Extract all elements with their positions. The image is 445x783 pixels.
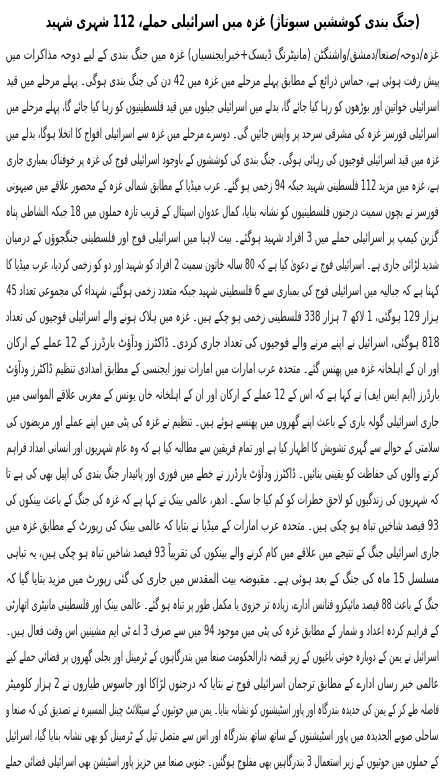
article-line-text: شدید لڑائی جاری ہے۔ اسرائیلی فوج نے دعویٰ کیا ہے کہ 80 سالہ خاتون سمیت 2 افراد کو شہید اور دو کو زخمی کردیا، عرب میڈیا کا bbox=[6, 256, 439, 273]
article-line bbox=[6, 513, 439, 539]
article-line-text: فورسز نے بچوں سمیت درجنوں فلسطینیوں کو نشانہ بنایا، کمال عدوان اسپتال کے قریب تازہ حملوں میں 18 جبکہ الشاطی پناہ bbox=[6, 204, 439, 221]
article-line-text: 818 ہوگئی، اسرائیل نے اپنے مرنے والے فوجیوں کی تعداد جاری کردی۔ ڈاکٹرز ودآؤٹ بارڈرز کے 12 عملے کے ارکان bbox=[6, 335, 439, 352]
article-line bbox=[6, 723, 439, 749]
article-line-text: فاصلہ طے کر کے یمن کی حدیدہ بندرگاہ اور پاور اسٹیشنوں کو نشانہ بنایا۔ یمن میں حوثیوں کے سیٹلائٹ چینل المسیرہ نے تصدیق کی کہ صنعا و bbox=[6, 701, 439, 718]
article-line bbox=[6, 618, 439, 644]
article-line bbox=[6, 173, 439, 199]
article-line bbox=[6, 697, 439, 723]
article-line bbox=[6, 252, 439, 278]
article-line bbox=[6, 540, 439, 566]
article-line bbox=[6, 147, 439, 173]
article-line bbox=[6, 94, 439, 120]
article-line bbox=[6, 42, 439, 68]
article-line-text: ساحلی صوبے الحدیدہ میں پاور اسٹیشنوں کے ساتھ ساتھ بندرگاہ اور اس سے متصل تیل کے ٹرمینل کو بھی نشانہ بنایا گیا، اسرائیل bbox=[6, 727, 439, 744]
article-line bbox=[6, 487, 439, 513]
article-line-text: سلامتی کے حوالے سے گہری تشویش کا اظہار کیا ہے اور تمام فریقین سے مطالبہ کیا ہے کہ وہ عام شہریوں اور انسانی امداد فراہم bbox=[6, 439, 439, 456]
article-line bbox=[6, 435, 439, 461]
article-line bbox=[6, 68, 439, 94]
article-body bbox=[6, 42, 439, 775]
article-line bbox=[6, 121, 439, 147]
article-line-text: 93 فیصد شاخیں تباہ ہو چکی ہیں۔ متحدہ عرب امارات کے میڈیا نے بتایا کہ عالمی بینک کی رپورٹ کے مطابق غزہ میں bbox=[6, 518, 439, 535]
article-line-text: اسرائیل نے یمن کے دوبارہ حوثی باغیوں کے زیر قبضہ دارالحکومت صنعا میں بندرگاہوں کے ٹرمینل اور بجلی گھروں پر فضائی حملے کیے bbox=[6, 649, 439, 666]
article-line bbox=[6, 592, 439, 618]
article-line bbox=[6, 356, 439, 382]
article-line-text: اور ان کے اہلخانہ غزہ میں پھنس گئے۔ متحدہ عرب امارات میں امارات نیوز ایجنسی کے مطابق امدادی تنظیم ڈاکٹرز ودآؤٹ bbox=[6, 361, 439, 378]
article-line bbox=[6, 304, 439, 330]
article-line-text: کرنے والوں کی حفاظت کو یقینی بنائیں۔ ڈاکٹرز ودآؤٹ بارڈرز نے خطے میں فوری اور پائیدار جنگ بندی کی اپیل بھی کی ہے تا bbox=[6, 466, 439, 482]
article-headline bbox=[46, 7, 420, 37]
article-line-text: ہزار 129 ہوگئی، 1 لاکھ 7 ہزار 338 فلسطینی زخمی ہو چکے ہیں۔ غزہ میں ہلاک ہونے والے اسرائیلی فوجیوں کی تعداد bbox=[6, 308, 439, 325]
article-line bbox=[6, 278, 439, 304]
article-line-text: جنگ کے باعث 88 فیصد مائیکرو فنانس ادارے، زیادہ تر جزوی یا مکمل طور پر تباہ ہو گئے۔ عالمی بینک اور فلسطینی مانیٹری اتھارٹی bbox=[6, 596, 439, 613]
article-line bbox=[6, 671, 439, 697]
article-line-text: پیش رفت ہوئی ہے، حماس ذرائع کے مطابق پہلے مرحلے میں غزہ میں 42 دن کی جنگ بندی ہوگی۔ پہلے مرحلے میں قید bbox=[6, 73, 439, 90]
article-line-text: غزہ میں قید اسرائیلی فوجیوں کی رہائی ہوگی۔ جنگ بندی کی کوششوں کے باوجود اسرائیلی فوج کی غزہ پر خوفناک بمباری جاری bbox=[6, 151, 439, 168]
article-line bbox=[6, 461, 439, 487]
article-line-text: اسرائیلی فورسز غزہ کی مشرقی سرحد پر واپس جائیں گی۔ دوسرے مرحلے میں غزہ سے اسرائیلی افواج کا انخلا ہوگا، بدلے میں bbox=[6, 125, 439, 142]
article-headline-text: (جنگ بندی کوششیں سبوتاژ) غزہ میں اسرائیلی حملے، 112 شہری شہید bbox=[46, 12, 420, 32]
article-line-text: اسرائیلی خواتین اور بوڑھوں کو رہا کیا جائے گا، بدلے میں اسرائیلی جیلوں میں قید فلسطینیوں کو رہا کیا جائے گا، پہلے مرحلے میں bbox=[6, 99, 439, 116]
article-line-text: کہ شہریوں کی زندگیوں کو لاحق خطرات کو کم کیا جا سکے۔ ادھر، عالمی بینک نے کہا ہے کہ غزہ کی جنگ کے باعث بینکوں کی bbox=[6, 492, 439, 509]
article-line-text: غزہ/دوحہ/صنعا/دمشق/واشنگٹن (مانیٹرنگ ڈیسک+خبرایجنسیاں) غزہ میں جنگ بندی کے لیے دوحہ مذاکرات میں bbox=[6, 47, 439, 63]
article-line bbox=[6, 409, 439, 435]
article-line bbox=[6, 382, 439, 408]
article-line-text: بارڈرز (ایم ایس ایف) نے کہا ہے کہ اس کے 12 عملے کے ارکان اور ان کے اہلخانہ خان یونس کے مغربی علاقے المواسی میں bbox=[6, 387, 439, 404]
article-line-text: جاری اسرائیلی جنگ کے نتیجے میں علاقے میں کام کرنے والے بینکوں کی تقریباً 93 فیصد شاخیں تباہ ہو چکی ہیں، یہ تباہی bbox=[6, 544, 439, 561]
article-line bbox=[6, 225, 439, 251]
article-line bbox=[6, 330, 439, 356]
article-line bbox=[6, 199, 439, 225]
article-line bbox=[6, 566, 439, 592]
article-line-text: کے فراہم کردہ اعداد و شمار کے مطابق غزہ کی پٹی میں موجود 94 میں سے صرف 3 اے ٹی ایم مشینیں اس وقت فعال ہیں۔ bbox=[6, 623, 439, 640]
article-line-text: جاری اسرائیلی گولہ باری کے باعث اپنے گھروں میں پھنسے ہوئے ہیں۔ تنظیم نے غزہ کی پٹی میں اپنے عملے اور مریضوں کی bbox=[6, 413, 439, 430]
article-line-text: مسلسل 15 ماہ کی جنگ کے بعد ہوئی ہے۔ مقبوضہ بیت المقدس میں جاری کی گئی رپورٹ میں مزید بتایا گیا کہ bbox=[6, 570, 439, 587]
article-line-text: کہنا ہے کہ جبالیہ میں اسرائیلی فوج کی بمباری سے 6 فلسطینی شہید جبکہ متعدد زخمی ہوگئے، شہداء کی مجموعی تعداد 45 bbox=[6, 282, 439, 299]
article-line-text: کے حملوں میں حوثیوں کے زیر استعمال 3 بندرگاہیں بھی مفلوج ہوگئیں۔ جنوبی صنعا میں حزیز پاور اسٹیشن بھی اسرائیلی فضائی حملے bbox=[6, 754, 439, 771]
article-line-text: ہے، غزہ میں مزید 112 فلسطینی شہید جبکہ 94 زخمی ہو گئے۔ عرب میڈیا کے مطابق شمالی غزہ کے محصور علاقے میں صیہونی bbox=[6, 177, 439, 194]
article-line-text: عالمی خبر رساں ادارے کے مطابق ترجمان اسرائیلی فوج نے بتایا کہ درجنوں لڑاکا اور جاسوس طیاروں نے 2 ہزار کلومیٹر bbox=[6, 675, 439, 692]
article-line bbox=[6, 644, 439, 670]
article-line bbox=[6, 749, 439, 775]
article-line-text: گزین کیمپ پر اسرائیلی حملے میں 3 افراد شہید ہوگئے۔ بیت لاہیا میں اسرائیلی فوج اور فلسطینی جنگجوؤں کے درمیان bbox=[6, 230, 439, 247]
